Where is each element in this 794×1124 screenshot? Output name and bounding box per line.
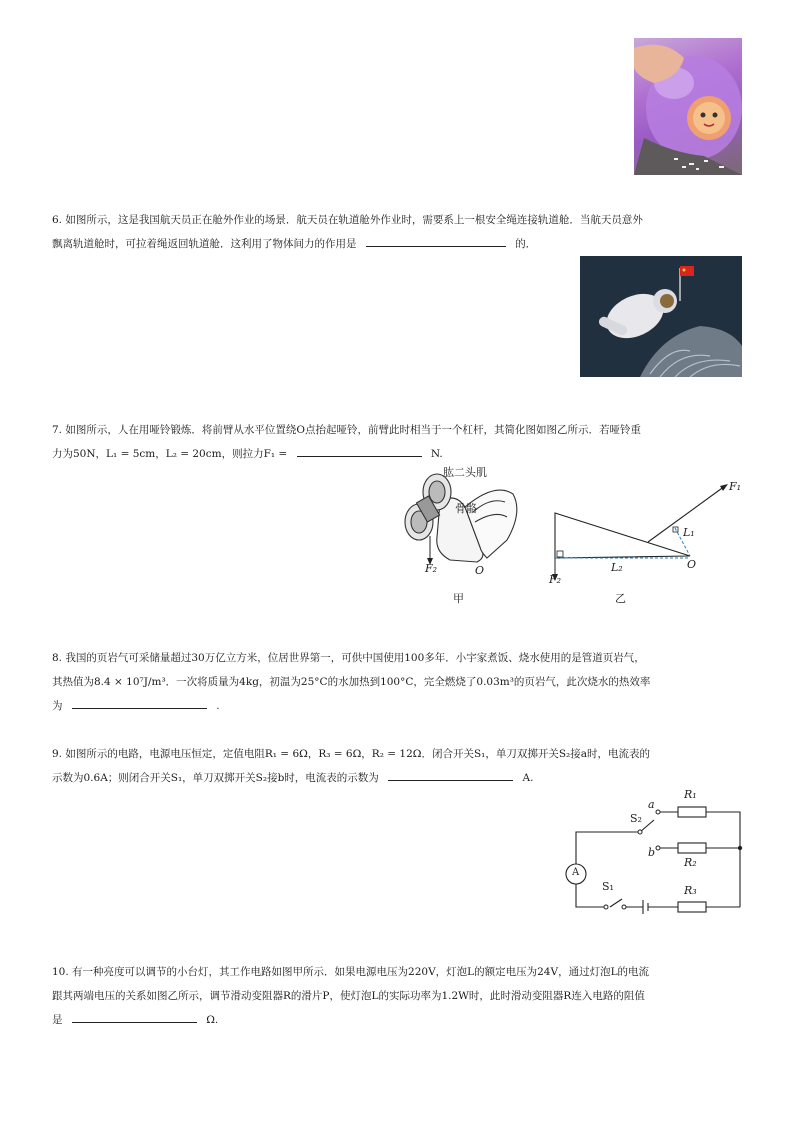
astronaut-photo xyxy=(580,256,742,377)
question-10-line2: 跟其两端电压的关系如图乙所示，调节滑动变阻器R的滑片P，使灯泡L的实际功率为1.2W时，此时滑动变阻器R连入电路的阻值 xyxy=(52,990,645,1002)
question-6-line2 xyxy=(52,232,744,256)
question-9-line2-pre: 示数为0.6A；则闭合开关S₁，单刀双掷开关S₂接b时，电流表的示数为 xyxy=(52,772,379,784)
question-8-line3 xyxy=(52,694,744,718)
question-7-line2-post: N. xyxy=(430,448,443,460)
lever-drawing xyxy=(545,478,745,604)
question-7 xyxy=(52,418,744,466)
arm-drawing xyxy=(395,462,525,602)
lever-l2-label: L₂ xyxy=(611,561,623,574)
question-10-line3 xyxy=(52,1008,744,1032)
question-6-line1: 6. 如图所示，这是我国航天员正在舱外作业的场景．航天员在轨道舱外作业时，需要系上一根安全绳连接轨道舱．当航天员意外 xyxy=(52,214,643,226)
question-10-line3-pre: 是 xyxy=(52,1014,63,1026)
question-10 xyxy=(52,960,744,1032)
question-8-line1: 8. 我国的页岩气可采储量超过30万亿立方米，位居世界第一，可供中国使用100多年．小宇家煮饭、烧水使用的是管道页岩气， xyxy=(52,652,645,664)
balloon-photo xyxy=(634,38,742,175)
lever-f1-label: F₁ xyxy=(729,480,742,493)
question-8-line3-pre: 为 xyxy=(52,700,63,712)
question-9-line2-post: A. xyxy=(522,772,534,784)
circuit-s1-label: S₁ xyxy=(602,880,614,893)
answer-blank-8[interactable] xyxy=(72,696,207,709)
arm-pivot-label: O xyxy=(475,564,485,577)
circuit-s2-label: S₂ xyxy=(630,812,642,825)
circuit-b-label: b xyxy=(648,846,656,859)
figure-arm-dumbbell xyxy=(395,462,525,605)
question-7-line1: 7. 如图所示，人在用哑铃锻炼．将前臂从水平位置绕O点抬起哑铃，前臂此时相当于一个杠杆，其简化图如图乙所示．若哑铃重 xyxy=(52,424,641,436)
balloon-illustration xyxy=(634,38,742,175)
circuit-r3-label: R₃ xyxy=(684,884,697,897)
question-10-line1: 10. 有一种亮度可以调节的小台灯，其工作电路如图甲所示．如果电源电压为220V，灯泡L的额定电压为24V，通过灯泡L的电流 xyxy=(52,966,650,978)
answer-blank-10[interactable] xyxy=(72,1010,197,1023)
question-7-line2-pre: 力为50N，L₁ = 5cm，L₂ = 20cm，则拉力F₁ = xyxy=(52,448,288,460)
circuit-r2-label: R₂ xyxy=(684,856,697,869)
question-8-line2: 其热值为8.4 × 10⁷J/m³．一次将质量为4kg，初温为25°C的水加热到100°C，完全燃烧了0.03m³的页岩气，此次烧水的热效率 xyxy=(52,676,651,688)
question-9 xyxy=(52,742,744,790)
muscle-label: 肱二头肌 xyxy=(443,466,487,479)
circuit-diagram xyxy=(560,784,750,914)
lever-pivot-label: O xyxy=(687,558,697,571)
figure-lever xyxy=(545,478,745,604)
arm-force-label: F₂ xyxy=(425,562,438,575)
circuit-a-label: a xyxy=(648,798,655,811)
question-8 xyxy=(52,646,744,718)
question-6 xyxy=(52,208,744,256)
lever-f2-label: F₂ xyxy=(549,573,562,586)
figure-a-caption: 甲 xyxy=(453,592,464,605)
astronaut-illustration xyxy=(580,256,742,377)
question-6-line2-post: 的． xyxy=(515,238,537,250)
lever-l1-label: L₁ xyxy=(683,526,695,539)
answer-blank-9[interactable] xyxy=(388,768,513,781)
bone-label: 骨骼 xyxy=(455,502,477,515)
question-8-line3-post: . xyxy=(216,700,220,712)
question-9-line1: 9. 如图所示的电路，电源电压恒定，定值电阻R₁ = 6Ω，R₃ = 6Ω，R₂ = 12Ω．闭合开关S₁，单刀双掷开关S₂接a时，电流表的 xyxy=(52,748,651,760)
question-10-line3-post: Ω. xyxy=(206,1014,219,1026)
question-6-line2-pre: 飘离轨道舱时，可拉着绳返回轨道舱．这利用了物体间力的作用是 xyxy=(52,238,357,250)
answer-blank-6[interactable] xyxy=(366,234,506,247)
ammeter-label: A xyxy=(572,867,580,878)
circuit-r1-label: R₁ xyxy=(684,788,697,801)
figure-b-caption: 乙 xyxy=(615,592,626,605)
answer-blank-7[interactable] xyxy=(297,444,422,457)
